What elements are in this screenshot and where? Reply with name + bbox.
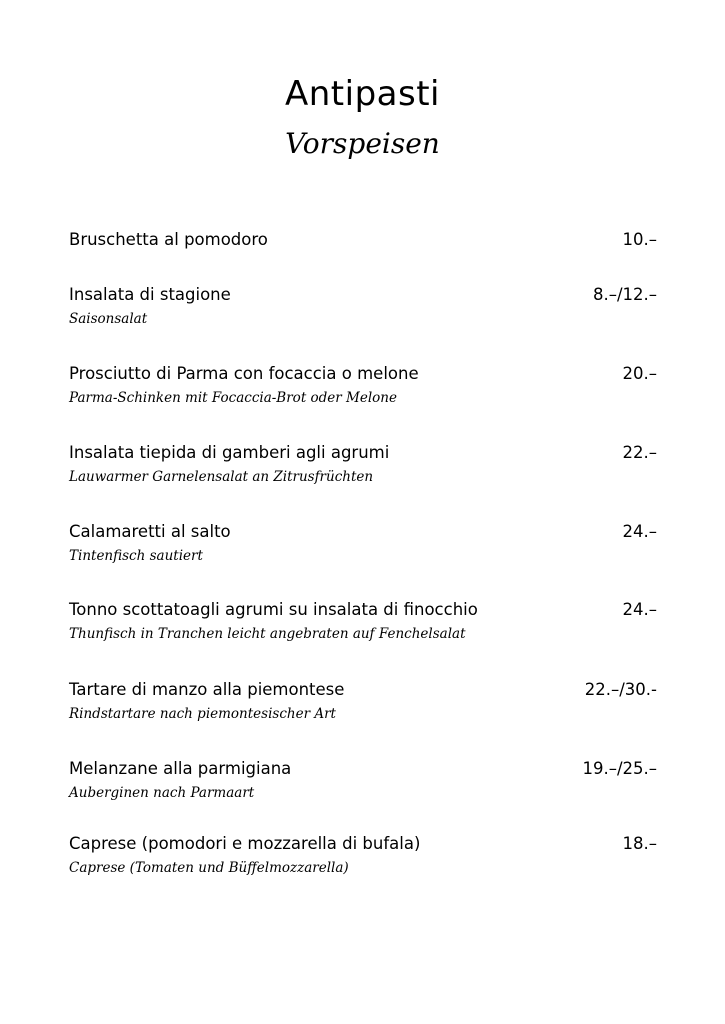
- item-translation: Auberginen nach Parmaart: [69, 785, 255, 801]
- item-price: 24.–: [622, 522, 657, 541]
- menu-item: [69, 441, 657, 488]
- item-name: Tonno scottatoagli agrumi su insalata di finocchio: [69, 600, 478, 619]
- menu-item: [69, 832, 657, 879]
- item-name: Prosciutto di Parma con focaccia o melone: [69, 364, 419, 383]
- menu-title: Antipasti: [285, 74, 440, 114]
- item-translation: Parma-Schinken mit Focaccia-Brot oder Melone: [69, 390, 397, 406]
- item-translation: Tintenfisch sautiert: [69, 548, 203, 564]
- menu-item: [69, 757, 657, 804]
- item-price: 20.–: [622, 364, 657, 383]
- item-price: 22.–/30.-: [584, 680, 657, 699]
- item-name: Insalata di stagione: [69, 285, 231, 304]
- menu-item: [69, 228, 657, 252]
- item-name: Insalata tiepida di gamberi agli agrumi: [69, 443, 390, 462]
- item-price: 10.–: [622, 230, 657, 249]
- item-name: Bruschetta al pomodoro: [69, 230, 268, 249]
- menu-item: [69, 678, 657, 725]
- item-name: Melanzane alla parmigiana: [69, 759, 292, 778]
- item-name: Tartare di manzo alla piemontese: [69, 680, 345, 699]
- menu-item: [69, 520, 657, 567]
- menu-item: [69, 598, 657, 645]
- item-translation: Caprese (Tomaten und Büffelmozzarella): [69, 860, 349, 876]
- item-name: Caprese (pomodori e mozzarella di bufala): [69, 834, 421, 853]
- menu-item: [69, 362, 657, 409]
- item-translation: Saisonsalat: [69, 311, 148, 327]
- item-price: 8.–/12.–: [592, 285, 657, 304]
- menu-item: [69, 283, 657, 330]
- item-translation: Lauwarmer Garnelensalat an Zitrusfrüchten: [69, 469, 374, 485]
- item-name: Calamaretti al salto: [69, 522, 231, 541]
- item-price: 19.–/25.–: [582, 759, 657, 778]
- item-price: 18.–: [622, 834, 657, 853]
- item-price: 22.–: [622, 443, 657, 462]
- item-translation: Rindstartare nach piemontesischer Art: [69, 706, 336, 722]
- menu-subtitle: Vorspeisen: [285, 127, 440, 160]
- item-price: 24.–: [622, 600, 657, 619]
- item-translation: Thunfisch in Tranchen leicht angebraten auf Fenchelsalat: [69, 626, 466, 642]
